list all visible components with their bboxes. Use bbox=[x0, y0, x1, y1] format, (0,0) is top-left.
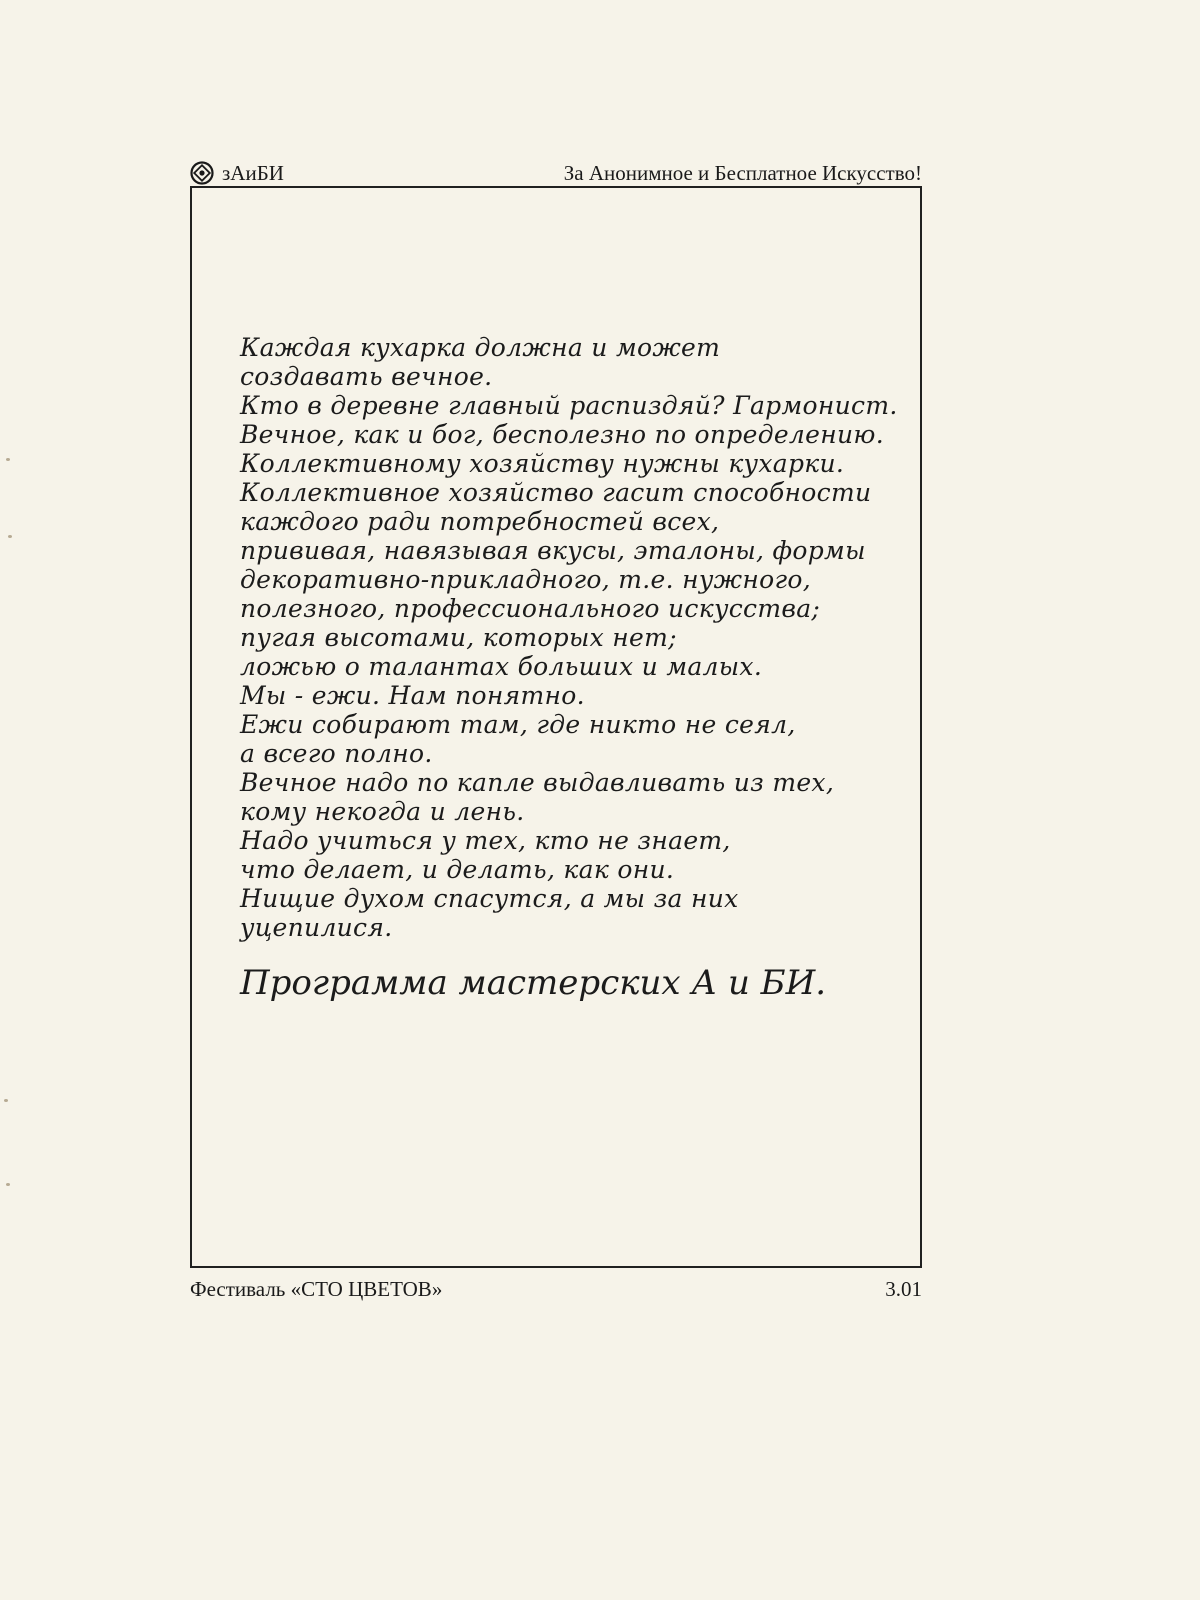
ring-logo-icon bbox=[190, 161, 214, 185]
handwritten-line: уцепилися. bbox=[240, 913, 393, 942]
handwritten-signature: Программа мастерских А и БИ. bbox=[240, 963, 827, 1003]
handwritten-line: декоративно-прикладного, т.е. нужного, bbox=[240, 565, 812, 594]
handwritten-line: Коллективному хозяйству нужны кухарки. bbox=[240, 449, 845, 478]
handwritten-line: кому некогда и лень. bbox=[240, 797, 525, 826]
brand-label: зАиБИ bbox=[222, 161, 284, 185]
handwritten-line: Мы - ежи. Нам понятно. bbox=[240, 681, 585, 710]
header-title: За Анонимное и Бесплатное Искусство! bbox=[563, 161, 922, 185]
page-header bbox=[190, 150, 922, 186]
handwritten-line: пугая высотами, которых нет; bbox=[240, 623, 677, 652]
handwritten-text bbox=[240, 333, 910, 942]
paper-speck bbox=[6, 458, 10, 461]
handwritten-line: Коллективное хозяйство гасит способности bbox=[240, 478, 872, 507]
footer-festival: Фестиваль «СТО ЦВЕТОВ» bbox=[190, 1276, 443, 1301]
handwritten-line: создавать вечное. bbox=[240, 362, 493, 391]
handwritten-line: Каждая кухарка должна и может bbox=[240, 333, 721, 362]
handwritten-line: каждого ради потребностей всех, bbox=[240, 507, 720, 536]
handwritten-line: Нищие духом спасутся, а мы за них bbox=[240, 884, 739, 913]
paper-speck bbox=[4, 1099, 8, 1102]
handwritten-line: Вечное надо по капле выдавливать из тех, bbox=[240, 768, 835, 797]
handwritten-line: ложью о талантах больших и малых. bbox=[240, 652, 763, 681]
paper-speck bbox=[6, 1183, 10, 1186]
handwritten-line: Вечное, как и бог, бесполезно по определению. bbox=[240, 420, 884, 449]
content-frame bbox=[190, 186, 922, 1268]
handwritten-line: Кто в деревне главный распиздяй? Гармонист. bbox=[240, 391, 898, 420]
page-footer bbox=[190, 1274, 922, 1304]
paper-speck bbox=[8, 535, 12, 538]
handwritten-line: прививая, навязывая вкусы, эталоны, формы bbox=[240, 536, 866, 565]
handwritten-line: Надо учиться у тех, кто не знает, bbox=[240, 826, 731, 855]
handwritten-line: полезного, профессионального искусства; bbox=[240, 594, 821, 623]
page-number: 3.01 bbox=[885, 1276, 922, 1301]
handwritten-line: а всего полно. bbox=[240, 739, 433, 768]
handwritten-line: что делает, и делать, как они. bbox=[240, 855, 675, 884]
handwritten-line: Ежи собирают там, где никто не сеял, bbox=[240, 710, 796, 739]
brand bbox=[190, 160, 284, 186]
